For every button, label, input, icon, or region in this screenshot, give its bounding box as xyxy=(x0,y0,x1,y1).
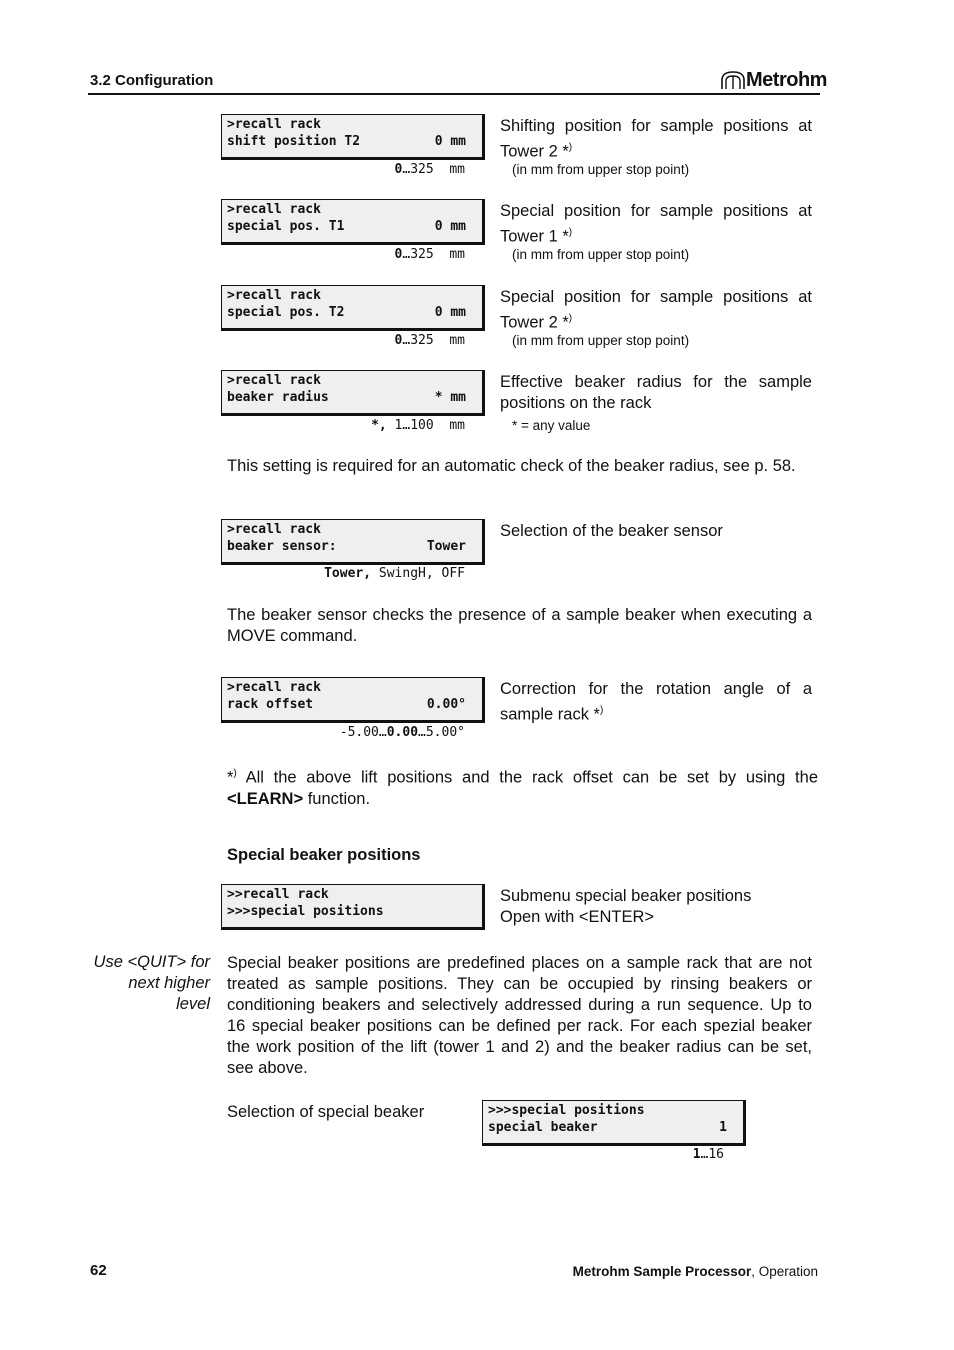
section-title: 3.2 Configuration xyxy=(90,72,214,89)
lcd-line1: >recall rack xyxy=(227,680,321,695)
lcd-line1: >recall rack xyxy=(227,202,321,217)
value-range: 0…325 mm xyxy=(394,247,465,262)
description: Correction for the rotation angle of a sample rack *) xyxy=(500,680,812,724)
lcd-label: beaker radius xyxy=(227,390,329,405)
section-heading: Special beaker positions xyxy=(227,846,421,864)
description: Special position for sample positions at Tower 1 *) xyxy=(500,202,812,246)
lcd-line2 xyxy=(227,538,466,555)
footnote: *) All the above lift positions and the rack offset can be set by using the <LEARN> function. xyxy=(227,768,818,808)
lcd-label: shift position T2 xyxy=(227,134,361,149)
lcd-value: 0 mm xyxy=(434,305,466,320)
brand-name: Metrohm xyxy=(746,68,827,91)
lcd-value: 0 mm xyxy=(434,134,466,149)
note: (in mm from upper stop point) xyxy=(512,333,690,348)
description: Submenu special beaker positions Open with <ENTER> xyxy=(500,887,752,926)
lcd-shift-position-t2 xyxy=(221,114,485,160)
description: Special position for sample positions at Tower 2 *) xyxy=(500,288,812,332)
note: (in mm from upper stop point) xyxy=(512,162,690,177)
lcd-line1: >recall rack xyxy=(227,288,321,303)
lcd-value: Tower xyxy=(426,539,466,554)
lcd-label: >>>special positions xyxy=(227,904,384,919)
lcd-line2 xyxy=(227,903,466,920)
metrohm-logo-icon xyxy=(720,70,746,90)
special-beaker-label: Selection of special beaker xyxy=(227,1103,425,1121)
lcd-special-beaker xyxy=(482,1100,746,1146)
lcd-label: special beaker xyxy=(488,1120,598,1135)
description: Effective beaker radius for the sample positions on the rack xyxy=(500,373,812,412)
lcd-label: special pos. T1 xyxy=(227,219,345,234)
value-range: 0…325 mm xyxy=(394,333,465,348)
brand-logo xyxy=(720,68,827,92)
lcd-beaker-sensor xyxy=(221,519,485,565)
paragraph-radius: This setting is required for an automatic check of the beaker radius, see p. 58. xyxy=(227,457,796,475)
footer-title: Metrohm Sample Processor, Operation xyxy=(572,1264,818,1279)
lcd-value: 0 mm xyxy=(434,219,466,234)
header-rule xyxy=(88,93,820,95)
lcd-label: special pos. T2 xyxy=(227,305,345,320)
lcd-special-positions-menu xyxy=(221,884,485,930)
lcd-line2 xyxy=(227,304,466,321)
lcd-special-pos-t2 xyxy=(221,285,485,331)
value-range: -5.00…0.00…5.00° xyxy=(339,725,465,740)
lcd-label: rack offset xyxy=(227,697,314,712)
lcd-beaker-radius xyxy=(221,370,485,416)
value-range: *, 1…100 mm xyxy=(371,418,465,433)
lcd-line2 xyxy=(227,696,466,713)
lcd-line2 xyxy=(227,133,466,150)
lcd-label: beaker sensor: xyxy=(227,539,337,554)
learn-key: <LEARN> xyxy=(227,789,304,808)
paragraph-special: Special beaker positions are predefined places on a sample rack that are not treated as sample positions. They can be occupied by rinsing beakers or conditioning beakers and selectively addressed during a run sequence. Up to 16 special beaker positions can be defined per rack. For each spezial beaker the work position of the lift (tower 1 and 2) and the beaker radius can be set, see above. xyxy=(227,954,812,1077)
lcd-value: * mm xyxy=(434,390,466,405)
lcd-value: 0.00° xyxy=(426,697,466,712)
value-range: 0…325 mm xyxy=(394,162,465,177)
lcd-line2 xyxy=(227,218,466,235)
lcd-line2 xyxy=(227,389,466,406)
margin-note: Use <QUIT> for next higher level xyxy=(93,953,210,1013)
lcd-special-pos-t1 xyxy=(221,199,485,245)
lcd-line1: >>>special positions xyxy=(488,1103,645,1118)
lcd-line1: >recall rack xyxy=(227,117,321,132)
description: Selection of the beaker sensor xyxy=(500,522,723,540)
note: (in mm from upper stop point) xyxy=(512,247,690,262)
lcd-line1: >>recall rack xyxy=(227,887,329,902)
paragraph-sensor: The beaker sensor checks the presence of a sample beaker when executing a MOVE command. xyxy=(227,606,812,645)
lcd-rack-offset xyxy=(221,677,485,723)
note: * = any value xyxy=(512,418,591,433)
lcd-line2 xyxy=(488,1119,727,1136)
lcd-line1: >recall rack xyxy=(227,373,321,388)
lcd-line1: >recall rack xyxy=(227,522,321,537)
value-range: Tower, SwingH, OFF xyxy=(324,566,465,581)
page-number: 62 xyxy=(90,1262,107,1279)
lcd-value: 1 xyxy=(719,1120,727,1135)
value-range: 1…16 xyxy=(692,1147,724,1162)
description: Shifting position for sample positions at Tower 2 *) xyxy=(500,117,812,161)
